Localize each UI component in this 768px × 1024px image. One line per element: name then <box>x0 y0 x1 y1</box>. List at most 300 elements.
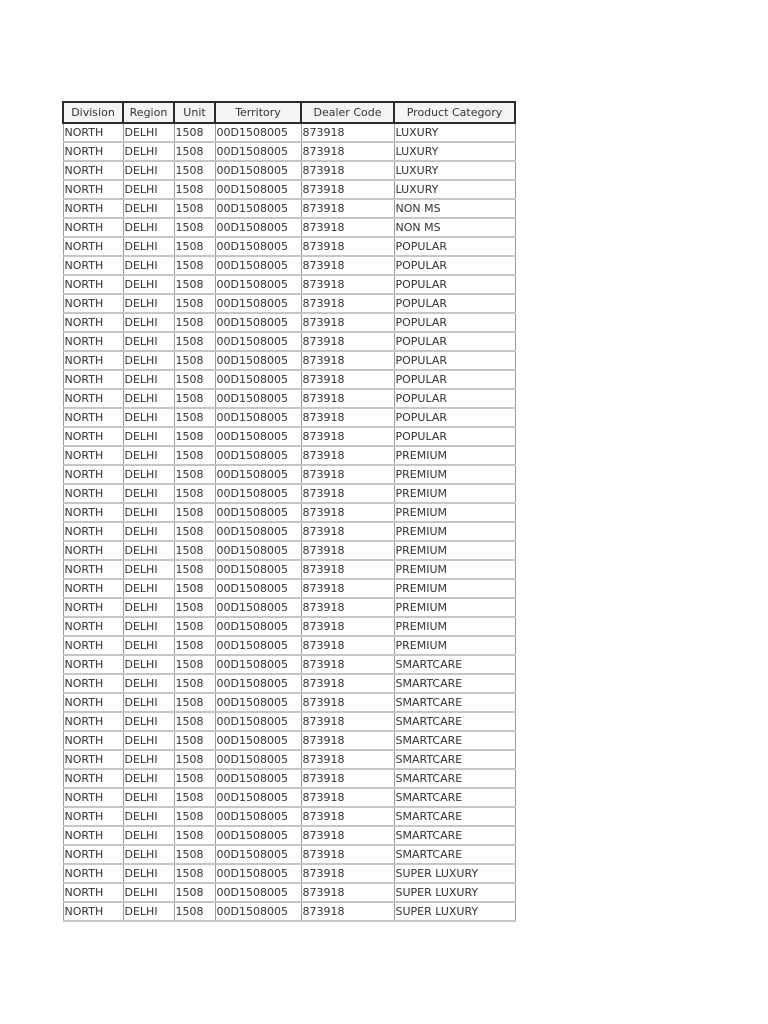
cell-product-category: SMARTCARE <box>394 674 515 693</box>
cell-region: DELHI <box>123 693 174 712</box>
cell-region: DELHI <box>123 503 174 522</box>
cell-division: NORTH <box>63 275 123 294</box>
cell-division: NORTH <box>63 370 123 389</box>
cell-division: NORTH <box>63 408 123 427</box>
table-row <box>63 883 515 902</box>
cell-product-category: SUPER LUXURY <box>394 902 515 921</box>
cell-division: NORTH <box>63 579 123 598</box>
cell-dealer-code: 873918 <box>301 256 394 275</box>
cell-unit: 1508 <box>174 883 215 902</box>
cell-unit: 1508 <box>174 199 215 218</box>
table-row <box>63 636 515 655</box>
table-row <box>63 674 515 693</box>
column-header-region: Region <box>123 102 174 123</box>
cell-unit: 1508 <box>174 123 215 142</box>
cell-unit: 1508 <box>174 180 215 199</box>
cell-product-category: PREMIUM <box>394 579 515 598</box>
cell-division: NORTH <box>63 313 123 332</box>
cell-division: NORTH <box>63 788 123 807</box>
column-header-unit: Unit <box>174 102 215 123</box>
table-row <box>63 617 515 636</box>
cell-dealer-code: 873918 <box>301 598 394 617</box>
table-header <box>63 102 515 123</box>
cell-product-category: POPULAR <box>394 370 515 389</box>
cell-region: DELHI <box>123 674 174 693</box>
table-row <box>63 655 515 674</box>
cell-product-category: SMARTCARE <box>394 655 515 674</box>
cell-dealer-code: 873918 <box>301 826 394 845</box>
cell-division: NORTH <box>63 332 123 351</box>
table-row <box>63 446 515 465</box>
cell-dealer-code: 873918 <box>301 484 394 503</box>
cell-division: NORTH <box>63 636 123 655</box>
cell-unit: 1508 <box>174 845 215 864</box>
cell-division: NORTH <box>63 256 123 275</box>
cell-region: DELHI <box>123 256 174 275</box>
table-row <box>63 579 515 598</box>
cell-division: NORTH <box>63 389 123 408</box>
cell-unit: 1508 <box>174 636 215 655</box>
cell-dealer-code: 873918 <box>301 560 394 579</box>
cell-territory: 00D1508005 <box>215 883 301 902</box>
cell-division: NORTH <box>63 218 123 237</box>
cell-region: DELHI <box>123 655 174 674</box>
table-row <box>63 522 515 541</box>
cell-dealer-code: 873918 <box>301 503 394 522</box>
cell-territory: 00D1508005 <box>215 142 301 161</box>
cell-territory: 00D1508005 <box>215 313 301 332</box>
cell-dealer-code: 873918 <box>301 389 394 408</box>
cell-unit: 1508 <box>174 218 215 237</box>
cell-product-category: POPULAR <box>394 256 515 275</box>
cell-dealer-code: 873918 <box>301 294 394 313</box>
cell-region: DELHI <box>123 712 174 731</box>
cell-dealer-code: 873918 <box>301 864 394 883</box>
cell-division: NORTH <box>63 541 123 560</box>
cell-product-category: SMARTCARE <box>394 731 515 750</box>
cell-region: DELHI <box>123 180 174 199</box>
cell-territory: 00D1508005 <box>215 902 301 921</box>
cell-division: NORTH <box>63 807 123 826</box>
cell-territory: 00D1508005 <box>215 541 301 560</box>
cell-product-category: NON MS <box>394 218 515 237</box>
cell-unit: 1508 <box>174 332 215 351</box>
cell-territory: 00D1508005 <box>215 332 301 351</box>
cell-unit: 1508 <box>174 579 215 598</box>
cell-region: DELHI <box>123 522 174 541</box>
cell-region: DELHI <box>123 408 174 427</box>
cell-dealer-code: 873918 <box>301 427 394 446</box>
cell-territory: 00D1508005 <box>215 750 301 769</box>
table-row <box>63 294 515 313</box>
cell-territory: 00D1508005 <box>215 731 301 750</box>
table-row <box>63 237 515 256</box>
cell-division: NORTH <box>63 750 123 769</box>
cell-unit: 1508 <box>174 389 215 408</box>
cell-product-category: POPULAR <box>394 294 515 313</box>
cell-territory: 00D1508005 <box>215 465 301 484</box>
header-row <box>63 102 515 123</box>
cell-dealer-code: 873918 <box>301 902 394 921</box>
cell-product-category: PREMIUM <box>394 522 515 541</box>
cell-region: DELHI <box>123 446 174 465</box>
cell-product-category: SMARTCARE <box>394 845 515 864</box>
cell-region: DELHI <box>123 351 174 370</box>
cell-division: NORTH <box>63 427 123 446</box>
cell-unit: 1508 <box>174 902 215 921</box>
cell-unit: 1508 <box>174 142 215 161</box>
cell-division: NORTH <box>63 294 123 313</box>
cell-region: DELHI <box>123 731 174 750</box>
table-row <box>63 313 515 332</box>
cell-dealer-code: 873918 <box>301 180 394 199</box>
cell-region: DELHI <box>123 769 174 788</box>
cell-dealer-code: 873918 <box>301 123 394 142</box>
cell-division: NORTH <box>63 161 123 180</box>
cell-product-category: PREMIUM <box>394 636 515 655</box>
cell-territory: 00D1508005 <box>215 826 301 845</box>
cell-region: DELHI <box>123 864 174 883</box>
table-row <box>63 408 515 427</box>
cell-dealer-code: 873918 <box>301 142 394 161</box>
cell-product-category: LUXURY <box>394 180 515 199</box>
cell-region: DELHI <box>123 370 174 389</box>
cell-territory: 00D1508005 <box>215 807 301 826</box>
cell-division: NORTH <box>63 693 123 712</box>
cell-product-category: LUXURY <box>394 123 515 142</box>
cell-dealer-code: 873918 <box>301 541 394 560</box>
cell-dealer-code: 873918 <box>301 883 394 902</box>
cell-territory: 00D1508005 <box>215 199 301 218</box>
cell-dealer-code: 873918 <box>301 693 394 712</box>
data-table <box>62 101 516 922</box>
cell-product-category: SMARTCARE <box>394 826 515 845</box>
cell-region: DELHI <box>123 902 174 921</box>
cell-unit: 1508 <box>174 826 215 845</box>
table-row <box>63 750 515 769</box>
cell-unit: 1508 <box>174 693 215 712</box>
cell-unit: 1508 <box>174 674 215 693</box>
cell-dealer-code: 873918 <box>301 408 394 427</box>
cell-territory: 00D1508005 <box>215 218 301 237</box>
cell-region: DELHI <box>123 636 174 655</box>
cell-dealer-code: 873918 <box>301 199 394 218</box>
cell-dealer-code: 873918 <box>301 237 394 256</box>
cell-dealer-code: 873918 <box>301 579 394 598</box>
cell-product-category: PREMIUM <box>394 598 515 617</box>
cell-division: NORTH <box>63 731 123 750</box>
table-row <box>63 199 515 218</box>
cell-territory: 00D1508005 <box>215 256 301 275</box>
cell-unit: 1508 <box>174 351 215 370</box>
cell-territory: 00D1508005 <box>215 522 301 541</box>
cell-dealer-code: 873918 <box>301 617 394 636</box>
cell-unit: 1508 <box>174 161 215 180</box>
table-row <box>63 427 515 446</box>
cell-dealer-code: 873918 <box>301 674 394 693</box>
cell-dealer-code: 873918 <box>301 370 394 389</box>
cell-region: DELHI <box>123 579 174 598</box>
cell-territory: 00D1508005 <box>215 864 301 883</box>
cell-unit: 1508 <box>174 446 215 465</box>
cell-dealer-code: 873918 <box>301 332 394 351</box>
cell-product-category: POPULAR <box>394 275 515 294</box>
cell-division: NORTH <box>63 655 123 674</box>
table-row <box>63 503 515 522</box>
cell-unit: 1508 <box>174 655 215 674</box>
cell-division: NORTH <box>63 883 123 902</box>
cell-region: DELHI <box>123 465 174 484</box>
column-header-division: Division <box>63 102 123 123</box>
cell-division: NORTH <box>63 522 123 541</box>
cell-territory: 00D1508005 <box>215 845 301 864</box>
table-row <box>63 161 515 180</box>
cell-division: NORTH <box>63 180 123 199</box>
cell-region: DELHI <box>123 617 174 636</box>
cell-region: DELHI <box>123 598 174 617</box>
cell-region: DELHI <box>123 788 174 807</box>
cell-unit: 1508 <box>174 560 215 579</box>
column-header-dealer-code: Dealer Code <box>301 102 394 123</box>
cell-region: DELHI <box>123 237 174 256</box>
cell-region: DELHI <box>123 883 174 902</box>
cell-territory: 00D1508005 <box>215 560 301 579</box>
cell-division: NORTH <box>63 237 123 256</box>
cell-region: DELHI <box>123 560 174 579</box>
table-row <box>63 693 515 712</box>
cell-territory: 00D1508005 <box>215 123 301 142</box>
table-row <box>63 864 515 883</box>
cell-product-category: PREMIUM <box>394 484 515 503</box>
cell-dealer-code: 873918 <box>301 731 394 750</box>
cell-product-category: SMARTCARE <box>394 788 515 807</box>
cell-territory: 00D1508005 <box>215 674 301 693</box>
table-row <box>63 712 515 731</box>
cell-territory: 00D1508005 <box>215 636 301 655</box>
table-row <box>63 218 515 237</box>
cell-territory: 00D1508005 <box>215 788 301 807</box>
cell-dealer-code: 873918 <box>301 655 394 674</box>
cell-product-category: SMARTCARE <box>394 712 515 731</box>
cell-territory: 00D1508005 <box>215 503 301 522</box>
cell-product-category: SMARTCARE <box>394 750 515 769</box>
cell-product-category: PREMIUM <box>394 446 515 465</box>
cell-region: DELHI <box>123 332 174 351</box>
cell-division: NORTH <box>63 845 123 864</box>
cell-unit: 1508 <box>174 807 215 826</box>
cell-product-category: POPULAR <box>394 237 515 256</box>
cell-division: NORTH <box>63 712 123 731</box>
cell-region: DELHI <box>123 313 174 332</box>
cell-unit: 1508 <box>174 712 215 731</box>
cell-product-category: SMARTCARE <box>394 693 515 712</box>
cell-dealer-code: 873918 <box>301 351 394 370</box>
cell-product-category: SUPER LUXURY <box>394 864 515 883</box>
cell-product-category: PREMIUM <box>394 503 515 522</box>
cell-product-category: NON MS <box>394 199 515 218</box>
cell-unit: 1508 <box>174 256 215 275</box>
cell-unit: 1508 <box>174 522 215 541</box>
cell-division: NORTH <box>63 446 123 465</box>
cell-unit: 1508 <box>174 484 215 503</box>
cell-dealer-code: 873918 <box>301 465 394 484</box>
table-row <box>63 180 515 199</box>
cell-region: DELHI <box>123 826 174 845</box>
cell-division: NORTH <box>63 617 123 636</box>
cell-unit: 1508 <box>174 864 215 883</box>
column-header-product-category: Product Category <box>394 102 515 123</box>
cell-region: DELHI <box>123 750 174 769</box>
cell-division: NORTH <box>63 351 123 370</box>
cell-territory: 00D1508005 <box>215 769 301 788</box>
cell-region: DELHI <box>123 294 174 313</box>
cell-division: NORTH <box>63 826 123 845</box>
table-row <box>63 826 515 845</box>
table-row <box>63 465 515 484</box>
table-row <box>63 484 515 503</box>
cell-product-category: PREMIUM <box>394 560 515 579</box>
cell-division: NORTH <box>63 560 123 579</box>
cell-product-category: PREMIUM <box>394 465 515 484</box>
cell-dealer-code: 873918 <box>301 275 394 294</box>
cell-dealer-code: 873918 <box>301 218 394 237</box>
cell-territory: 00D1508005 <box>215 598 301 617</box>
cell-unit: 1508 <box>174 750 215 769</box>
cell-dealer-code: 873918 <box>301 161 394 180</box>
cell-dealer-code: 873918 <box>301 712 394 731</box>
cell-region: DELHI <box>123 275 174 294</box>
cell-unit: 1508 <box>174 294 215 313</box>
cell-region: DELHI <box>123 484 174 503</box>
cell-product-category: POPULAR <box>394 351 515 370</box>
cell-dealer-code: 873918 <box>301 788 394 807</box>
cell-product-category: SMARTCARE <box>394 807 515 826</box>
cell-product-category: PREMIUM <box>394 541 515 560</box>
cell-unit: 1508 <box>174 541 215 560</box>
cell-unit: 1508 <box>174 370 215 389</box>
table-row <box>63 560 515 579</box>
cell-division: NORTH <box>63 199 123 218</box>
cell-region: DELHI <box>123 541 174 560</box>
table-row <box>63 275 515 294</box>
cell-territory: 00D1508005 <box>215 712 301 731</box>
cell-division: NORTH <box>63 674 123 693</box>
table-row <box>63 142 515 161</box>
cell-territory: 00D1508005 <box>215 579 301 598</box>
cell-division: NORTH <box>63 484 123 503</box>
cell-unit: 1508 <box>174 731 215 750</box>
cell-product-category: SMARTCARE <box>394 769 515 788</box>
cell-product-category: LUXURY <box>394 142 515 161</box>
cell-dealer-code: 873918 <box>301 522 394 541</box>
cell-unit: 1508 <box>174 465 215 484</box>
cell-unit: 1508 <box>174 598 215 617</box>
cell-product-category: PREMIUM <box>394 617 515 636</box>
cell-dealer-code: 873918 <box>301 807 394 826</box>
table-row <box>63 389 515 408</box>
cell-region: DELHI <box>123 389 174 408</box>
cell-dealer-code: 873918 <box>301 313 394 332</box>
cell-product-category: LUXURY <box>394 161 515 180</box>
cell-territory: 00D1508005 <box>215 275 301 294</box>
cell-division: NORTH <box>63 503 123 522</box>
cell-region: DELHI <box>123 123 174 142</box>
cell-division: NORTH <box>63 902 123 921</box>
table-row <box>63 598 515 617</box>
cell-unit: 1508 <box>174 237 215 256</box>
table-row <box>63 370 515 389</box>
cell-dealer-code: 873918 <box>301 750 394 769</box>
cell-territory: 00D1508005 <box>215 617 301 636</box>
table-row <box>63 807 515 826</box>
cell-product-category: POPULAR <box>394 332 515 351</box>
cell-unit: 1508 <box>174 617 215 636</box>
cell-unit: 1508 <box>174 313 215 332</box>
cell-unit: 1508 <box>174 275 215 294</box>
cell-division: NORTH <box>63 864 123 883</box>
cell-unit: 1508 <box>174 427 215 446</box>
cell-territory: 00D1508005 <box>215 294 301 313</box>
cell-unit: 1508 <box>174 408 215 427</box>
table-row <box>63 351 515 370</box>
cell-region: DELHI <box>123 218 174 237</box>
cell-territory: 00D1508005 <box>215 693 301 712</box>
table-row <box>63 123 515 142</box>
cell-product-category: POPULAR <box>394 408 515 427</box>
cell-unit: 1508 <box>174 788 215 807</box>
cell-product-category: POPULAR <box>394 313 515 332</box>
cell-dealer-code: 873918 <box>301 845 394 864</box>
table-row <box>63 332 515 351</box>
cell-region: DELHI <box>123 161 174 180</box>
cell-region: DELHI <box>123 807 174 826</box>
cell-division: NORTH <box>63 465 123 484</box>
cell-region: DELHI <box>123 845 174 864</box>
cell-territory: 00D1508005 <box>215 180 301 199</box>
cell-region: DELHI <box>123 142 174 161</box>
cell-territory: 00D1508005 <box>215 408 301 427</box>
cell-territory: 00D1508005 <box>215 370 301 389</box>
table-row <box>63 769 515 788</box>
table-row <box>63 788 515 807</box>
cell-dealer-code: 873918 <box>301 769 394 788</box>
cell-dealer-code: 873918 <box>301 446 394 465</box>
cell-territory: 00D1508005 <box>215 351 301 370</box>
cell-region: DELHI <box>123 199 174 218</box>
table-row <box>63 902 515 921</box>
cell-unit: 1508 <box>174 769 215 788</box>
cell-territory: 00D1508005 <box>215 427 301 446</box>
cell-product-category: SUPER LUXURY <box>394 883 515 902</box>
cell-territory: 00D1508005 <box>215 446 301 465</box>
cell-territory: 00D1508005 <box>215 161 301 180</box>
cell-product-category: POPULAR <box>394 427 515 446</box>
cell-territory: 00D1508005 <box>215 484 301 503</box>
cell-territory: 00D1508005 <box>215 655 301 674</box>
cell-division: NORTH <box>63 598 123 617</box>
cell-division: NORTH <box>63 769 123 788</box>
table-body <box>63 123 515 921</box>
table-row <box>63 541 515 560</box>
cell-product-category: POPULAR <box>394 389 515 408</box>
cell-region: DELHI <box>123 427 174 446</box>
table-row <box>63 845 515 864</box>
cell-division: NORTH <box>63 142 123 161</box>
cell-division: NORTH <box>63 123 123 142</box>
table-row <box>63 731 515 750</box>
cell-territory: 00D1508005 <box>215 389 301 408</box>
table-row <box>63 256 515 275</box>
